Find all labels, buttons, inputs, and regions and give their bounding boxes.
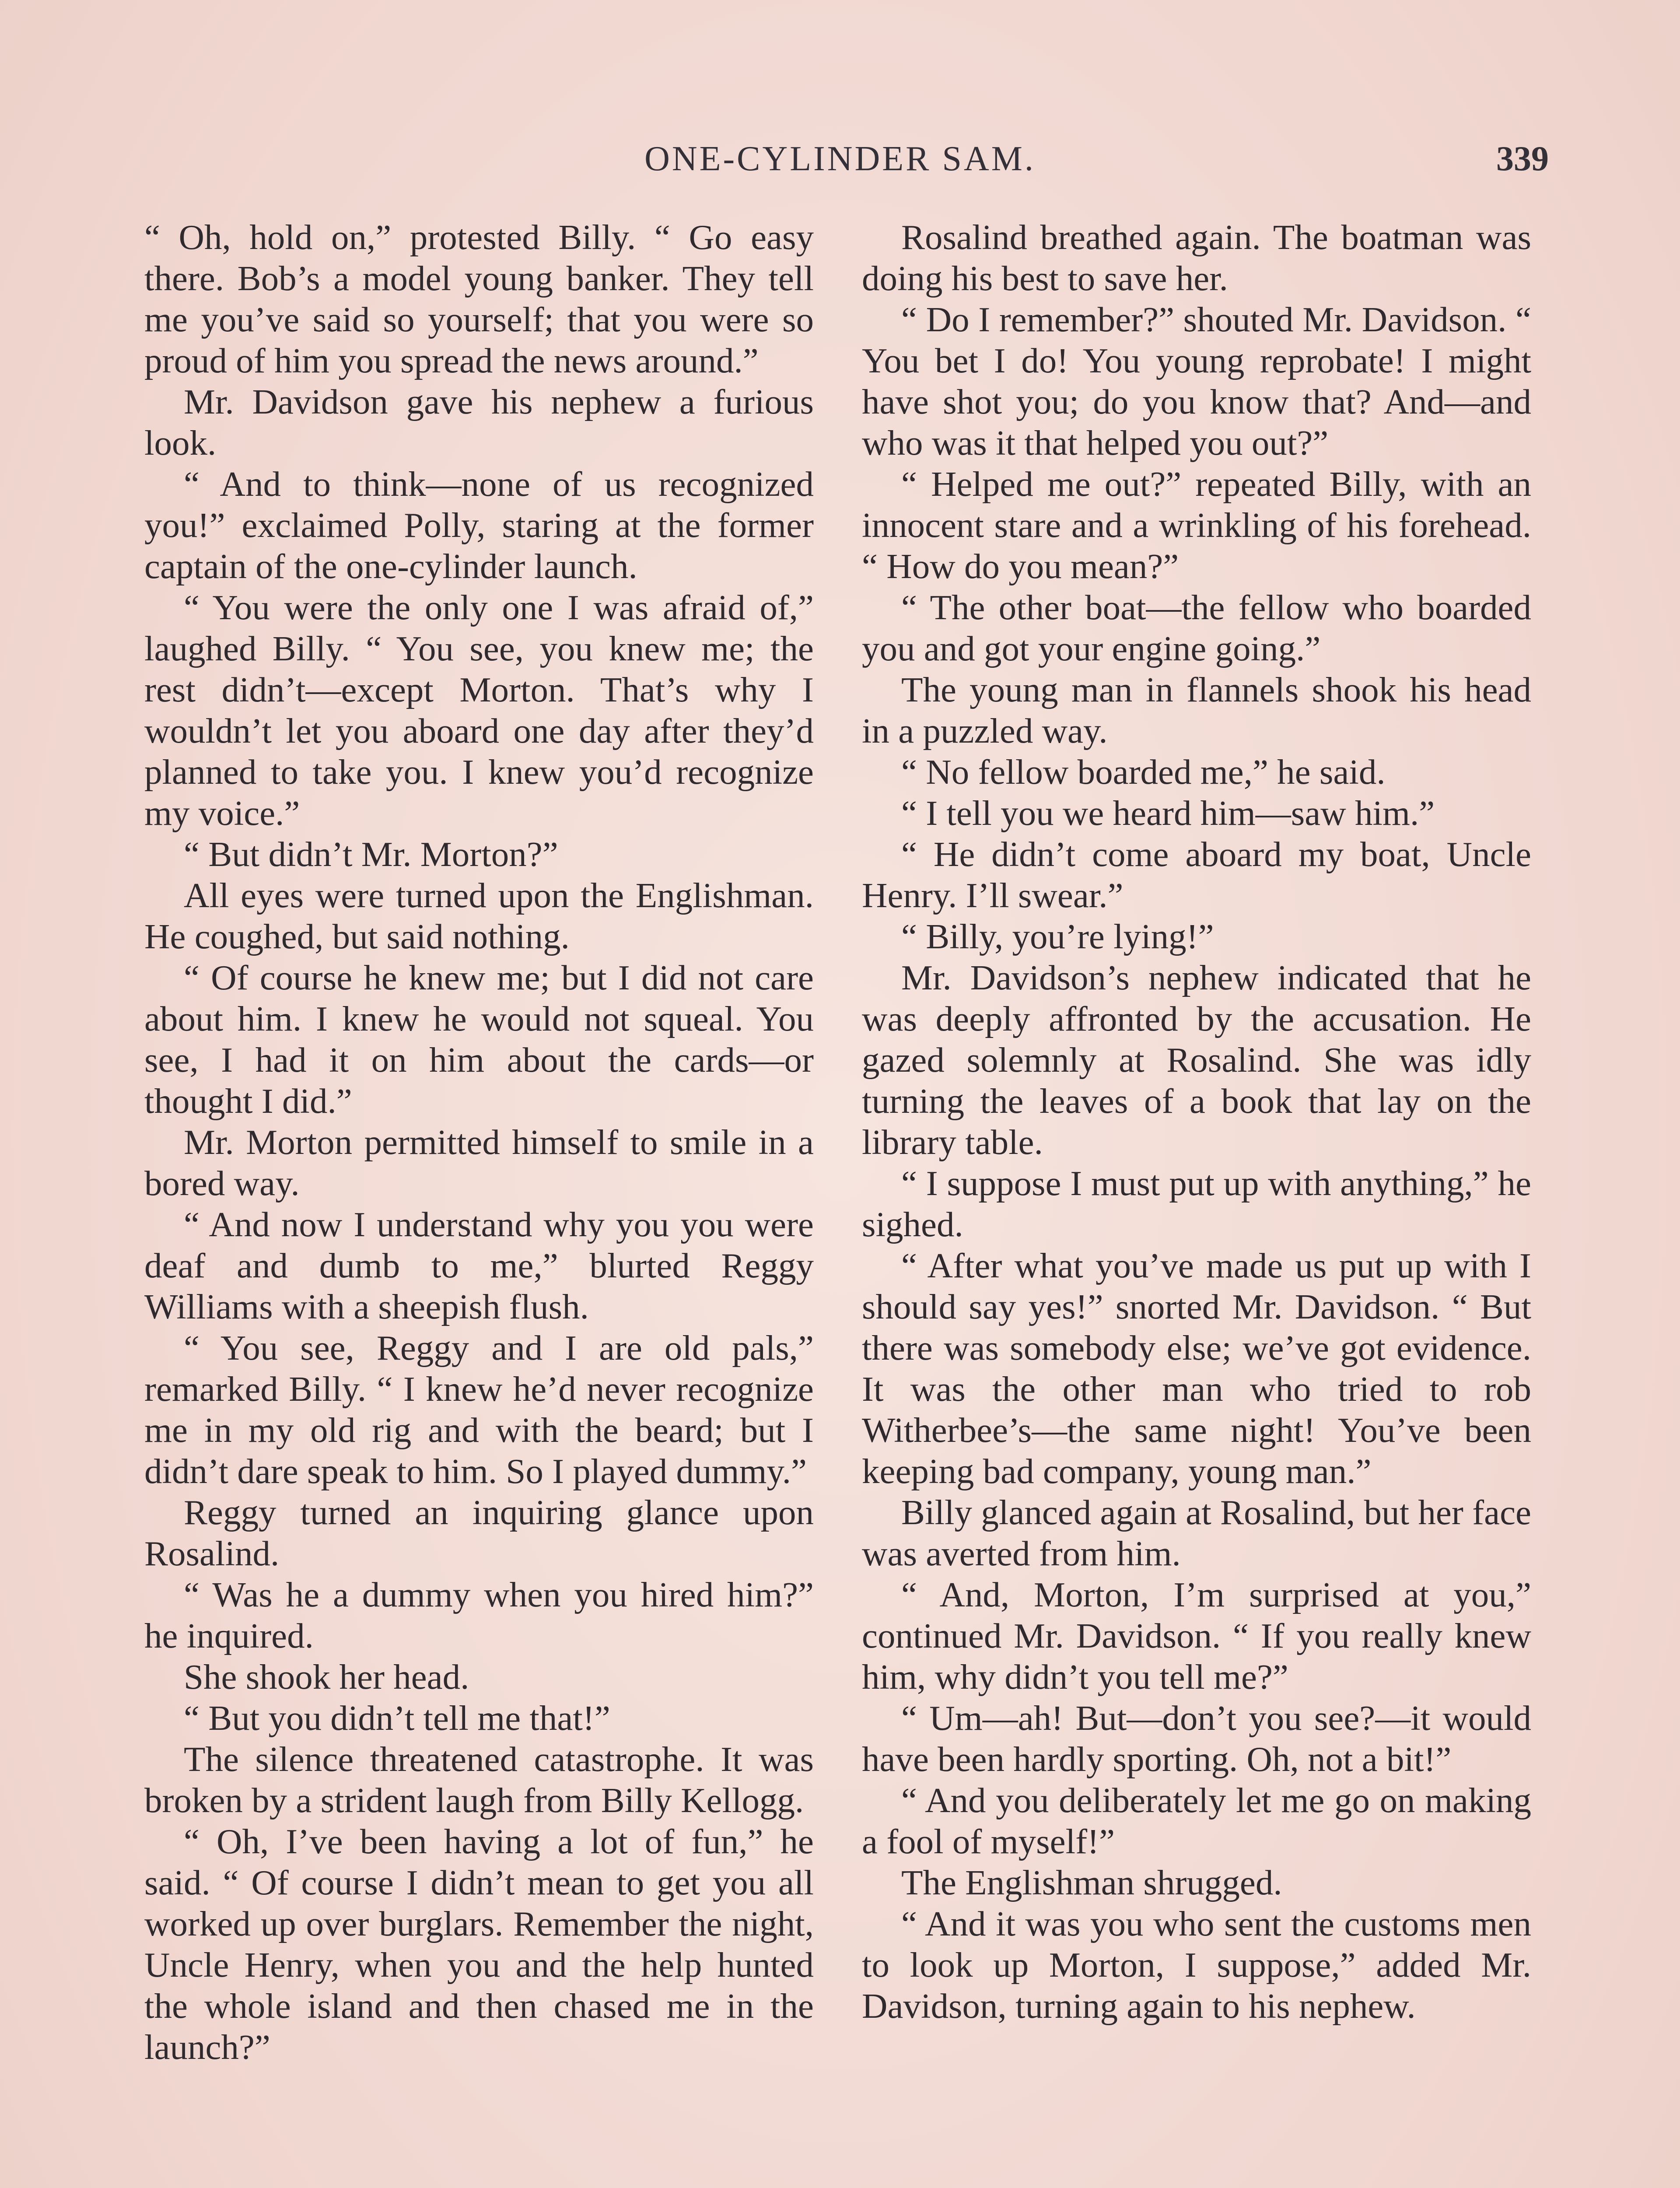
paragraph: “ Was he a dummy when you hired him?” he inquired.	[144, 1575, 814, 1655]
left-column	[144, 217, 814, 2068]
paragraph: “ The other boat—the fellow who boarded you and got your engine going.”	[862, 588, 1531, 668]
paragraph: “ And you deliberately let me go on making a fool of myself!”	[862, 1781, 1531, 1861]
paragraph: “ But didn’t Mr. Morton?”	[184, 835, 558, 874]
page-number: 339	[1496, 140, 1549, 178]
paragraph: “ Helped me out?” repeated Billy, with an innocent stare and a wrinkling of his forehead. “ How do you mean?”	[862, 464, 1531, 586]
paragraph: All eyes were turned upon the Englishman. He coughed, but said nothing.	[144, 876, 814, 956]
paragraph: “ Oh, I’ve been having a lot of fun,” he said. “ Of course I didn’t mean to get you all worked up over burglars. Remember the night, Uncle Henry, when you and the help hunted the whole island and then chased me in the launch?”	[144, 1822, 814, 2067]
paragraph: “ Do I remember?” shouted Mr. Davidson. “ You bet I do! You young reprobate! I might have shot you; do you know that? And—and who was it that helped you out?”	[862, 300, 1531, 463]
paragraph: Mr. Morton permitted himself to smile in a bored way.	[144, 1122, 814, 1203]
paragraph: The silence threatened catastrophe. It was broken by a strident laugh from Billy Kellogg.	[144, 1739, 814, 1820]
paragraph: She shook her head.	[184, 1657, 469, 1697]
paragraph: “ Oh, hold on,” protested Billy. “ Go easy there. Bob’s a model young banker. They tell me you’ve said so yourself; that you were so proud of him you spread the news around.”	[144, 217, 814, 380]
paragraph: “ Of course he knew me; but I did not care about him. I knew he would not squeal. You see, I had it on him about the cards—or thought I did.”	[144, 958, 814, 1121]
paragraph: “ Um—ah! But—don’t you see?—it would have been hardly sporting. Oh, not a bit!”	[862, 1698, 1531, 1779]
paragraph: “ And to think—none of us recognized you!” exclaimed Polly, staring at the former captain of the one-cylinder launch.	[144, 464, 814, 586]
paragraph: “ You see, Reggy and I are old pals,” remarked Billy. “ I knew he’d never recognize me in my old rig and with the beard; but I didn’t dare speak to him. So I played dummy.”	[144, 1328, 814, 1491]
paragraph: “ And, Morton, I’m surprised at you,” continued Mr. Davidson. “ If you really knew him, why didn’t you tell me?”	[862, 1575, 1531, 1697]
paragraph: “ No fellow boarded me,” he said.	[901, 752, 1386, 792]
paragraph: Mr. Davidson gave his nephew a furious look.	[144, 382, 814, 463]
paragraph: “ He didn’t come aboard my boat, Uncle Henry. I’ll swear.”	[862, 835, 1531, 915]
paragraph: “ After what you’ve made us put up with I should say yes!” snorted Mr. Davidson. “ But there was somebody else; we’ve got evidence. It was the other man who tried to rob Witherbee’s—the same night! You’ve been keeping bad company, young man.”	[862, 1246, 1531, 1491]
running-title: ONE-CYLINDER SAM.	[644, 140, 1036, 178]
paragraph: Billy glanced again at Rosalind, but her face was averted from him.	[862, 1493, 1531, 1573]
paragraph: “ I suppose I must put up with anything,” he sighed.	[862, 1164, 1531, 1244]
paragraph: “ I tell you we heard him—saw him.”	[901, 793, 1435, 833]
paragraph: The Englishman shrugged.	[901, 1863, 1282, 1902]
paragraph: “ Billy, you’re lying!”	[901, 917, 1214, 956]
paragraph: “ You were the only one I was afraid of,” laughed Billy. “ You see, you knew me; the rest didn’t—except Morton. That’s why I wouldn’t let you aboard one day after they’d planned to take you. I knew you’d recognize my voice.”	[144, 588, 814, 833]
paragraph: “ And it was you who sent the customs men to look up Morton, I suppose,” added Mr. Davidson, turning again to his nephew.	[862, 1904, 1531, 2026]
running-head	[0, 135, 1680, 183]
paragraph: Rosalind breathed again. The boatman was doing his best to save her.	[862, 217, 1531, 298]
right-column	[862, 217, 1531, 2027]
paragraph: The young man in flannels shook his head in a puzzled way.	[862, 670, 1531, 750]
paragraph: Mr. Davidson’s nephew indicated that he was deeply affronted by the accusation. He gazed solemnly at Rosalind. She was idly turning the leaves of a book that lay on the library table.	[862, 958, 1531, 1162]
paragraph: Reggy turned an inquiring glance upon Rosalind.	[144, 1493, 814, 1573]
paragraph: “ And now I understand why you you were deaf and dumb to me,” blurted Reggy Williams with a sheepish flush.	[144, 1205, 814, 1326]
paragraph: “ But you didn’t tell me that!”	[184, 1698, 610, 1738]
